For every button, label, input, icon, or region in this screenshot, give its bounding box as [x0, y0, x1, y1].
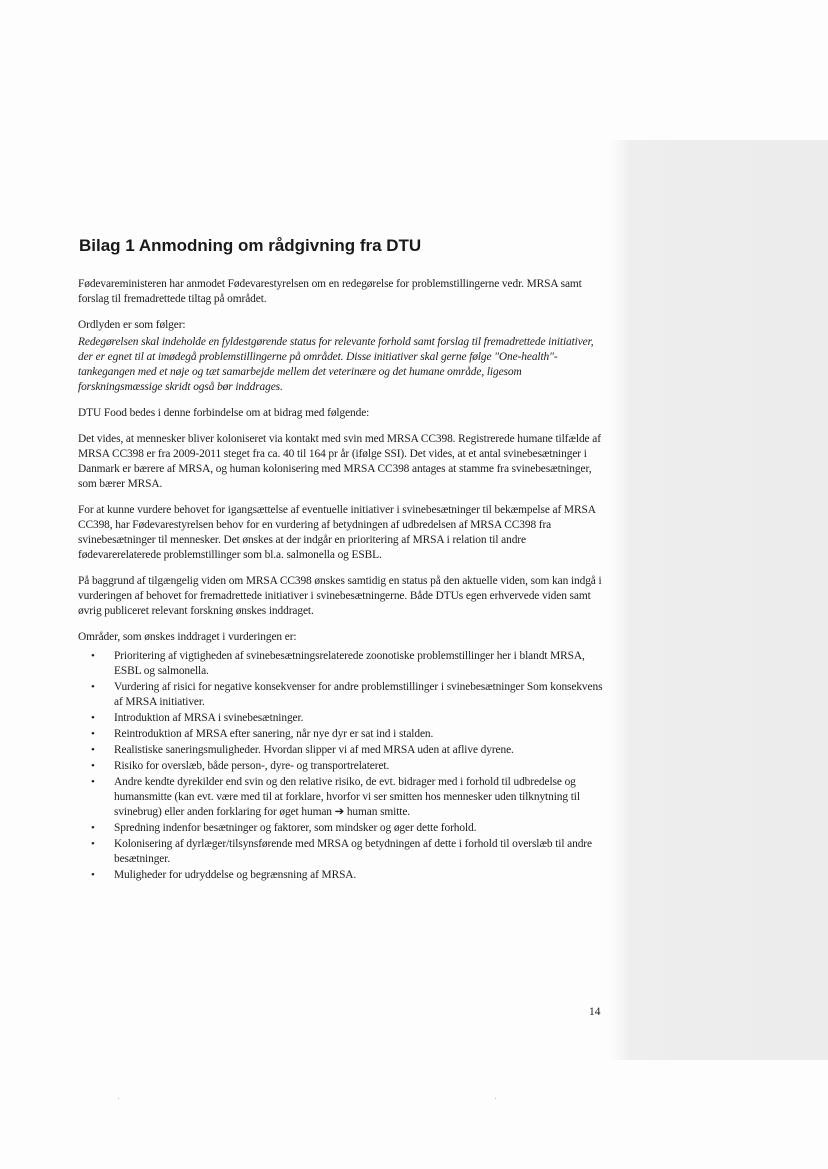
- list-item: [78, 837, 604, 867]
- mrsa-colonisation-paragraph: Det vides, at mennesker bliver koloniseret via kontakt med svin med MRSA CC398. Registrerede humane tilfælde af MRSA CC398 er fra 2009-2011 steget fra ca. 40 til 164 pr år (ifølge SSI). Det vides, at et antal svinebesætninger i Danmark er bærere af MRSA, og human kolonisering med MRSA CC398 antages at stamme fra svinebesætninger, som bærer MRSA.: [78, 433, 601, 490]
- intro-paragraph: Fødevareministeren har anmodet Fødevarestyrelsen om en redegørelse for problemstillingerne vedr. MRSA samt forslag til fremadrettede tiltag på området.: [78, 278, 582, 305]
- list-item: [78, 821, 604, 836]
- page-number: 14: [589, 1006, 601, 1018]
- bullet-icon: •: [91, 728, 95, 740]
- list-item-text: Andre kendte dyrekilder end svin og den relative risiko, de evt. bidrager med i forhold til udbredelse og humansmitte (kan evt. være med til at forklare, hvorfor vi ser smitten hos mennesker uden tilknytning til svinebrug) eller anden forklaring for øget human ➔ human smitte.: [114, 776, 580, 818]
- areas-label: Områder, som ønskes inddraget i vurderingen er:: [78, 631, 297, 643]
- areas-list: [78, 649, 604, 883]
- bullet-icon: •: [91, 650, 95, 662]
- bullet-icon: •: [91, 776, 95, 788]
- wording-label: Ordlyden er som følger:: [78, 319, 186, 331]
- bullet-icon: •: [91, 712, 95, 724]
- list-item: [78, 775, 604, 820]
- list-item-text: Spredning indenfor besætninger og faktorer, som mindsker og øger dette forhold.: [114, 822, 477, 834]
- scan-speck: [118, 1098, 119, 1099]
- bullet-icon: •: [91, 869, 95, 881]
- list-item: [78, 649, 604, 679]
- document-page: [78, 236, 604, 884]
- list-item-text: Muligheder for udryddelse og begrænsning af MRSA.: [114, 869, 357, 881]
- list-item: [78, 743, 604, 758]
- wording-quote: Redegørelsen skal indeholde en fyldestgørende status for relevante forhold samt forslag til fremadrettede initiativer, der er egnet til at imødegå problemstillingerne på området. Disse initiativer skal gerne følge "One-health"-tankegangen med et nøje og tæt samarbejde mellem det veterinære og det humane område, ligesom forskningsmæssige skridt også bør inddrages.: [78, 336, 594, 393]
- bullet-icon: •: [91, 838, 95, 850]
- list-item-text: Kolonisering af dyrlæger/tilsynsførende med MRSA og betydningen af dette i forhold til overslæb til andre besætninger.: [114, 838, 592, 865]
- list-item-text: Prioritering af vigtigheden af svinebesætningsrelaterede zoonotiske problemstillinger her i blandt MRSA, ESBL og salmonella.: [114, 650, 585, 677]
- list-item-text: Reintroduktion af MRSA efter sanering, når nye dyr er sat ind i stalden.: [114, 728, 434, 740]
- list-item-text: Vurdering af risici for negative konsekvenser for andre problemstillinger i svinebesætninger Som konsekvens af MRSA initiativer.: [114, 681, 603, 708]
- scan-shadow: [610, 140, 828, 1060]
- page-heading: Bilag 1 Anmodning om rådgivning fra DTU: [79, 236, 422, 255]
- list-item: [78, 727, 604, 742]
- list-item: [78, 759, 604, 774]
- status-paragraph: På baggrund af tilgængelig viden om MRSA CC398 ønskes samtidig en status på den aktuelle viden, som kan indgå i vurderingen af behovet for fremadrettede initiativer i svinebesætningerne. Både DTUs egen erhvervede viden samt øvrig publiceret relevant forskning ønskes inddraget.: [78, 575, 602, 617]
- list-item-text: Realistiske saneringsmuligheder. Hvordan slipper vi af med MRSA uden at aflive dyrene.: [114, 744, 514, 756]
- bullet-icon: •: [91, 744, 95, 756]
- request-paragraph: DTU Food bedes i denne forbindelse om at bidrag med følgende:: [78, 407, 370, 419]
- list-item-text: Risiko for overslæb, både person-, dyre- og transportrelateret.: [114, 760, 390, 772]
- list-item: [78, 711, 604, 726]
- scan-speck: [495, 1098, 496, 1099]
- bullet-icon: •: [91, 681, 95, 693]
- assessment-need-paragraph: For at kunne vurdere behovet for igangsættelse af eventuelle initiativer i svinebesætninger til bekæmpelse af MRSA CC398, har Fødevarestyrelsen behov for en vurdering af betydningen af udbredelsen af MRSA CC398 fra svinebesætninger til mennesker. Det ønskes at der indgår en prioritering af MRSA i relation til andre fødevarerelaterede problemstillinger som bl.a. salmonella og ESBL.: [78, 504, 596, 561]
- bullet-icon: •: [91, 760, 95, 772]
- list-item: [78, 868, 604, 883]
- list-item-text: Introduktion af MRSA i svinebesætninger.: [114, 712, 304, 724]
- bullet-icon: •: [91, 822, 95, 834]
- list-item: [78, 680, 604, 710]
